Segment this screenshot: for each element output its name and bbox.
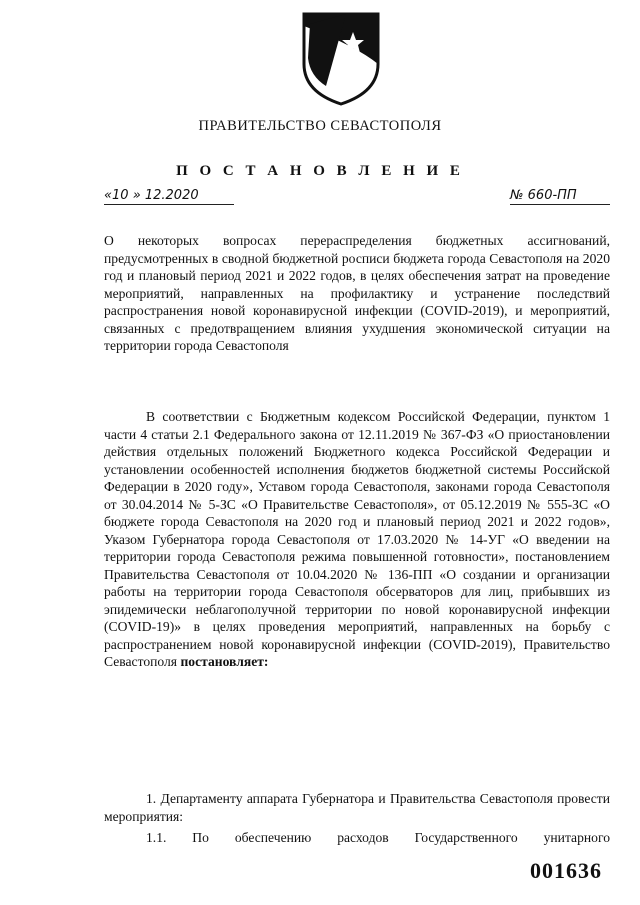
serial-number: 001636 — [530, 858, 602, 883]
document-subject: О некоторых вопросах перераспределения бюджетных ассигнований, предусмотренных в сводной бюджетной росписи бюджета города Севастополя на 2020 год и плановый период 2021 и 2022 годов, в целях обеспечения затрат на проведение мероприятий, направленных на профилактику и устранение последствий распространения новой коронавирусной инфекции (COVID-2019), и мероприятий, связанных с предотвращением влияния ухудшения экономической ситуации на территории города Севастополя — [104, 233, 610, 353]
sevastopol-coat-of-arms — [296, 6, 386, 106]
document-date: «10 » 12.2020 — [104, 188, 234, 205]
item-1: 1. Департаменту аппарата Губернатора и Правительства Севастополя провести мероприятия: — [104, 791, 610, 824]
document-number: № 660-ПП — [510, 188, 610, 205]
preamble-text: В соответствии с Бюджетным кодексом Российской Федерации, пунктом 1 части 4 статьи 2.1 Федерального закона от 12.11.2019 № 367-ФЗ «О приостановлении действия отдельных положений Бюджетного кодекса Российской Федерации и установлении особенностей исполнения бюджетов бюджетной системы Российской Федерации в 2020 году», Уставом города Севастополя, законами города Севастополя от 30.04.2014 № 5-ЗС «О Правительстве Севастополя», от 05.12.2019 № 555-ЗС «О бюджете города Севастополя на 2020 год и плановый период 2021 и 2022 годов», Указом Губернатора города Севастополя от 17.03.2020 № 14-УГ «О введении на территории города Севастополя режима повышенной готовности», постановлением Правительства Севастополя от 10.04.2020 № 136-ПП «О создании и организации работы на территории города Севастополя обсерваторов для лиц, прибывших из эпидемически неблагополучной территории по новой коронавирусной инфекции (COVID-19)» в целях проведения мероприятий, направленных на борьбу с распространением новой коронавирусной инфекции (COVID-2019), Правительство Севастополя — [104, 409, 610, 669]
government-name: ПРАВИТЕЛЬСТВО СЕВАСТОПОЛЯ — [198, 118, 442, 134]
preamble-paragraph — [104, 408, 610, 671]
document-type-title: П О С Т А Н О В Л Е Н И Е — [176, 163, 464, 179]
decree-word: постановляет: — [180, 654, 269, 669]
item-1-1: 1.1. По обеспечению расходов Государственного унитарного — [146, 830, 610, 845]
